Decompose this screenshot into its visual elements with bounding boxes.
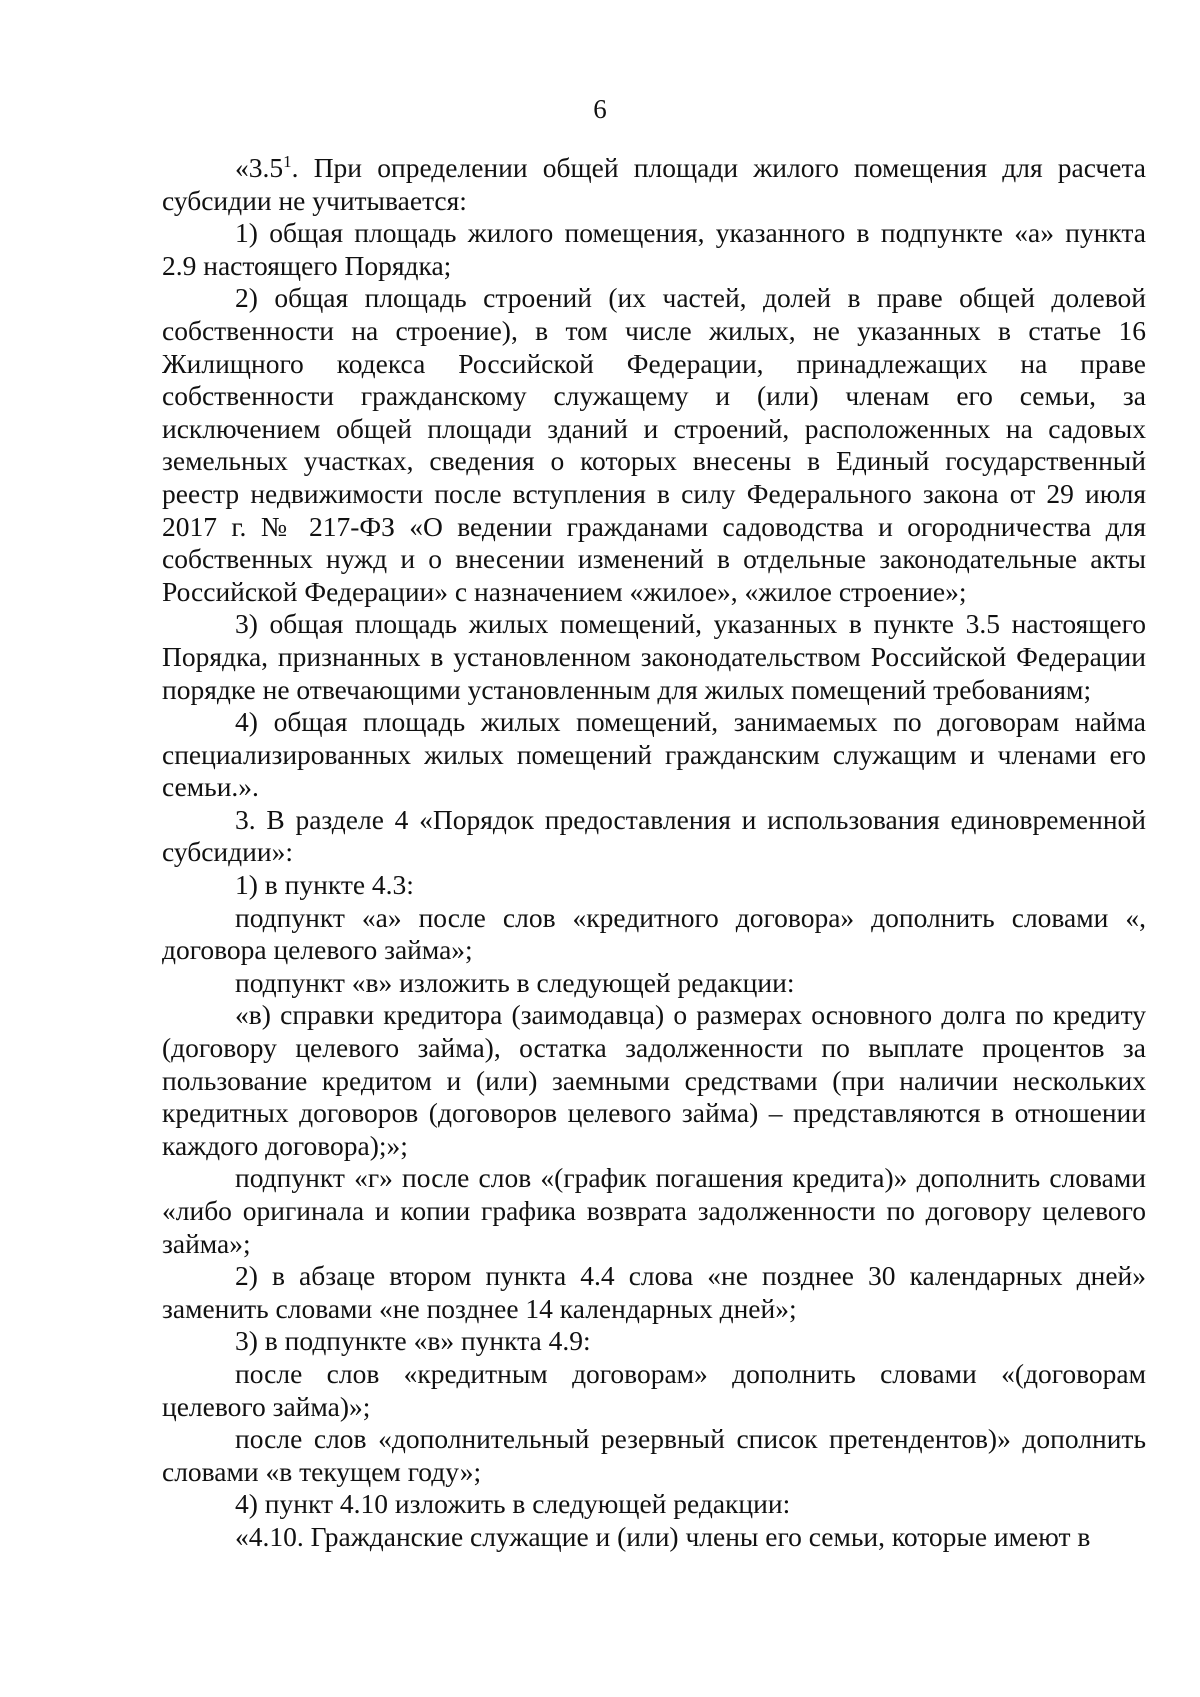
paragraph: подпункт «г» после слов «(график погашения кредита)» дополнить словами «либо оригинала и копии графика возврата задолженности по договору целевого займа»; bbox=[162, 1162, 1146, 1259]
paragraph: подпункт «в» изложить в следующей редакции: bbox=[235, 966, 795, 998]
document-body bbox=[162, 152, 1146, 1554]
paragraph: 3. В разделе 4 «Порядок предоставления и использования единовременной субсидии»: bbox=[162, 803, 1146, 868]
paragraph: 3) общая площадь жилых помещений, указанных в пункте 3.5 настоящего Порядка, признанных в установленном законодательством Российской Федерации порядке не отвечающими установленным для жилых помещений требованиям; bbox=[162, 608, 1146, 705]
page-number: 6 bbox=[593, 94, 607, 124]
superscript: 1 bbox=[283, 151, 292, 171]
paragraph: 1) в пункте 4.3: bbox=[235, 869, 414, 901]
paragraph: 1) общая площадь жилого помещения, указанного в подпункте «а» пункта 2.9 настоящего Порядка; bbox=[162, 217, 1146, 281]
paragraph: 2) в абзаце втором пункта 4.4 слова «не позднее 30 календарных дней» заменить словами «не позднее 14 календарных дней»; bbox=[162, 1260, 1146, 1324]
paragraph: 4) общая площадь жилых помещений, занимаемых по договорам найма специализированных жилых помещений гражданским служащим и членами его семьи.». bbox=[162, 706, 1146, 803]
paragraph-text: . При определении общей площади жилого помещения для расчета субсидии не учитывается: bbox=[162, 152, 1146, 216]
paragraph-text: «3.5 bbox=[235, 152, 284, 183]
paragraph: «4.10. Гражданские служащие и (или) члены его семьи, которые имеют в bbox=[235, 1520, 1091, 1552]
paragraph: «в) справки кредитора (заимодавца) о размерах основного долга по кредиту (договору целевого займа), остатка задолженности по выплате процентов за пользование кредитом и (или) заемными средствами (при наличии нескольких кредитных договоров (договоров целевого займа) – представляются в отношении каждого договора);»; bbox=[162, 999, 1146, 1161]
paragraph: после слов «дополнительный резервный список претендентов)» дополнить словами «в текущем году»; bbox=[162, 1423, 1146, 1487]
paragraph-3-5-1 bbox=[162, 152, 1146, 217]
paragraph: после слов «кредитным договорам» дополнить словами «(договорам целевого займа)»; bbox=[162, 1357, 1146, 1422]
paragraph: подпункт «а» после слов «кредитного договора» дополнить словами «, договора целевого займа»; bbox=[162, 901, 1146, 966]
paragraph: 4) пункт 4.10 изложить в следующей редакции: bbox=[235, 1488, 791, 1520]
paragraph: 3) в подпункте «в» пункта 4.9: bbox=[235, 1325, 591, 1357]
paragraph: 2) общая площадь строений (их частей, долей в праве общей долевой собственности на строение), в том числе жилых, не указанных в статье 16 Жилищного кодекса Российской Федерации, принадлежащих на праве собственности гражданскому служащему и (или) членам его семьи, за исключением общей площади зданий и строений, расположенных на садовых земельных участках, сведения о которых внесены в Единый государственный реестр недвижимости после вступления в силу Федерального закона от 29 июля 2017 г. № 217-ФЗ «О ведении гражданами садоводства и огородничества для собственных нужд и о внесении изменений в отдельные законодательные акты Российской Федерации» с назначением «жилое», «жилое строение»; bbox=[162, 282, 1146, 607]
